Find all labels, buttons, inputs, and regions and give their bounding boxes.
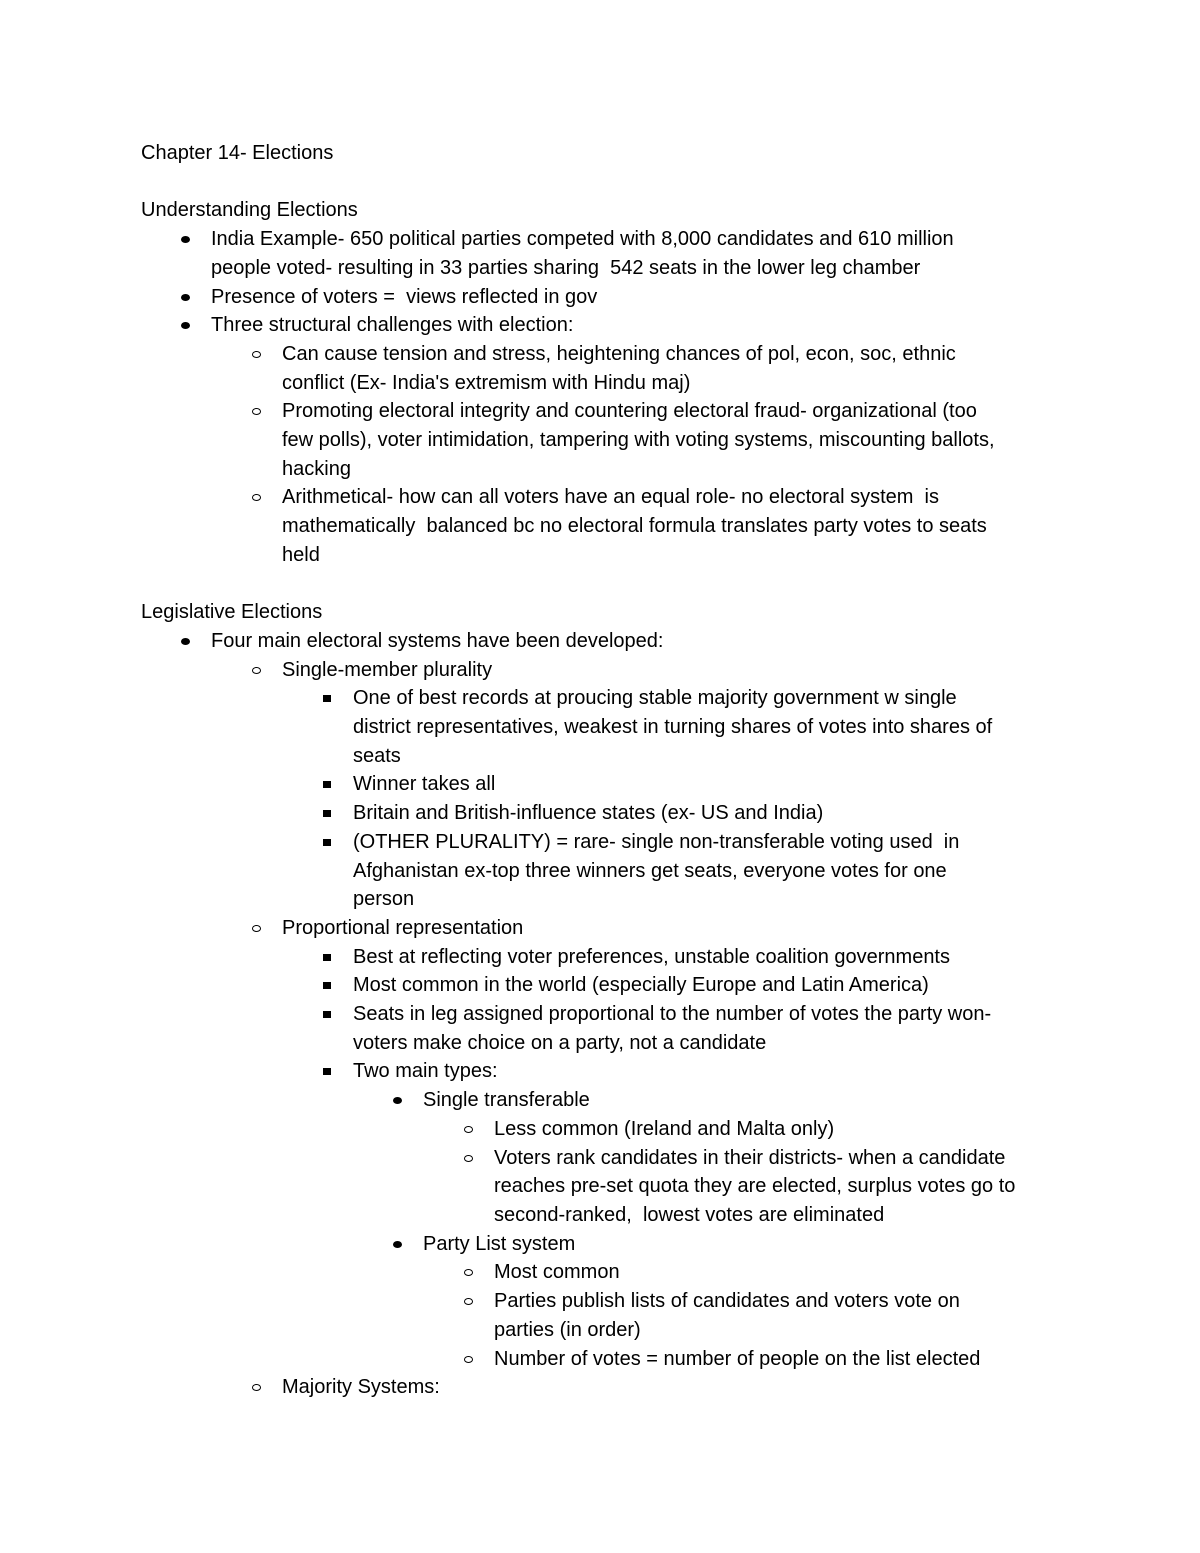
outline-item xyxy=(141,656,1081,685)
outline-item xyxy=(141,770,1081,799)
outline-item-text: Number of votes = number of people on the list elected xyxy=(494,1347,981,1370)
outline-item-continuation xyxy=(141,512,1081,541)
outline-item xyxy=(141,1144,1081,1230)
outline-item-text: Seats in leg assigned proportional to the number of votes the party won- xyxy=(353,1003,992,1026)
outline-item-text: conflict (Ex- India's extremism with Hindu maj) xyxy=(282,371,691,394)
section-outline-list xyxy=(141,225,1081,569)
document-sections xyxy=(141,168,1081,1402)
outline-item xyxy=(141,1345,1081,1374)
outline-item-text: Parties publish lists of candidates and voters vote on xyxy=(494,1290,960,1313)
outline-item-line xyxy=(141,1115,1081,1144)
outline-item xyxy=(141,311,1081,340)
outline-item-line xyxy=(141,943,1081,972)
outline-item xyxy=(141,1258,1081,1287)
blank-line xyxy=(141,168,1081,197)
outline-item-line xyxy=(141,1258,1081,1287)
outline-item xyxy=(141,914,1081,943)
outline-item-continuation xyxy=(141,426,1081,455)
outline-item-line xyxy=(141,1287,1081,1316)
outline-item-line xyxy=(141,656,1081,685)
outline-item-line xyxy=(141,971,1081,1000)
outline-item-text: Three structural challenges with election: xyxy=(211,314,574,337)
outline-item-line xyxy=(141,914,1081,943)
document-page xyxy=(141,139,1081,1402)
outline-item-text: Most common in the world (especially Europe and Latin America) xyxy=(353,974,929,997)
outline-item-continuation xyxy=(141,1316,1081,1345)
outline-item-line xyxy=(141,1230,1081,1259)
outline-item-text: Britain and British-influence states (ex- US and India) xyxy=(353,802,824,825)
outline-item xyxy=(141,828,1081,914)
outline-item-text: Promoting electoral integrity and countering electoral fraud- organizational (too xyxy=(282,400,977,423)
outline-item-text: Best at reflecting voter preferences, unstable coalition governments xyxy=(353,945,950,968)
outline-item-text: held xyxy=(282,543,320,566)
outline-item-line xyxy=(141,1000,1081,1029)
outline-item-line xyxy=(141,828,1081,857)
outline-item-text: Afghanistan ex-top three winners get seats, everyone votes for one xyxy=(353,859,947,882)
outline-item-text: Majority Systems: xyxy=(282,1376,440,1399)
outline-item xyxy=(141,397,1081,483)
outline-item-text: Party List system xyxy=(423,1232,576,1255)
outline-item-continuation xyxy=(141,369,1081,398)
outline-item-text: Winner takes all xyxy=(353,773,496,796)
outline-item xyxy=(141,1000,1081,1057)
section-heading: Legislative Elections xyxy=(141,601,323,624)
outline-item-line xyxy=(141,627,1081,656)
outline-item-text: seats xyxy=(353,744,401,767)
outline-item-text: Voters rank candidates in their districts- when a candidate xyxy=(494,1146,1006,1169)
outline-item-text: India Example- 650 political parties competed with 8,000 candidates and 610 million xyxy=(211,228,954,251)
outline-item-continuation xyxy=(141,857,1081,886)
section-heading: Understanding Elections xyxy=(141,199,358,222)
outline-item-text: Proportional representation xyxy=(282,916,524,939)
outline-item xyxy=(141,340,1081,397)
outline-item xyxy=(141,627,1081,656)
outline-item-text: reaches pre-set quota they are elected, surplus votes go to xyxy=(494,1175,1016,1198)
outline-item-continuation xyxy=(141,1029,1081,1058)
outline-item-continuation xyxy=(141,1201,1081,1230)
outline-item-continuation xyxy=(141,885,1081,914)
document-title: Chapter 14- Elections xyxy=(141,142,334,164)
outline-item-line xyxy=(141,340,1081,369)
outline-item-text: district representatives, weakest in turning shares of votes into shares of xyxy=(353,716,993,739)
outline-item xyxy=(141,1115,1081,1144)
outline-item-line xyxy=(141,1057,1081,1086)
outline-item-text: person xyxy=(353,888,415,911)
outline-item-text: Can cause tension and stress, heightening chances of pol, econ, soc, ethnic xyxy=(282,342,956,365)
outline-item-line xyxy=(141,1345,1081,1374)
outline-item-text: Arithmetical- how can all voters have an equal role- no electoral system is xyxy=(282,486,939,509)
outline-item-text: Two main types: xyxy=(353,1060,498,1083)
outline-item-continuation xyxy=(141,254,1081,283)
outline-item-line xyxy=(141,397,1081,426)
outline-item-text: Single-member plurality xyxy=(282,658,493,681)
outline-item-text: mathematically balanced bc no electoral formula translates party votes to seats xyxy=(282,515,987,538)
outline-item-continuation xyxy=(141,455,1081,484)
outline-item-continuation xyxy=(141,713,1081,742)
outline-item xyxy=(141,799,1081,828)
outline-item-text: Less common (Ireland and Malta only) xyxy=(494,1117,835,1140)
outline-item-line xyxy=(141,311,1081,340)
outline-item-text: hacking xyxy=(282,457,351,480)
outline-item xyxy=(141,1230,1081,1259)
outline-item-continuation xyxy=(141,541,1081,570)
outline-item-line xyxy=(141,770,1081,799)
outline-item-line xyxy=(141,1144,1081,1173)
outline-item-line xyxy=(141,225,1081,254)
outline-item xyxy=(141,1287,1081,1344)
outline-item-text: (OTHER PLURALITY) = rare- single non-transferable voting used in xyxy=(353,830,960,853)
outline-item-text: Most common xyxy=(494,1261,620,1284)
outline-item-text: people voted- resulting in 33 parties sharing 542 seats in the lower leg chamber xyxy=(211,256,921,279)
outline-item xyxy=(141,943,1081,972)
outline-item xyxy=(141,1373,1081,1402)
outline-item xyxy=(141,684,1081,770)
outline-item-line xyxy=(141,1086,1081,1115)
outline-item-continuation xyxy=(141,742,1081,771)
outline-item xyxy=(141,225,1081,282)
outline-item-line xyxy=(141,283,1081,312)
outline-item-text: Presence of voters = views reflected in gov xyxy=(211,285,598,308)
outline-item-text: second-ranked, lowest votes are eliminated xyxy=(494,1203,885,1226)
outline-item-line xyxy=(141,1373,1081,1402)
blank-line xyxy=(141,570,1081,599)
outline-item-line xyxy=(141,483,1081,512)
outline-item-text: Single transferable xyxy=(423,1089,590,1112)
outline-item xyxy=(141,483,1081,569)
outline-item xyxy=(141,971,1081,1000)
outline-item-text: few polls), voter intimidation, tampering with voting systems, miscounting ballots, xyxy=(282,429,995,452)
outline-item-continuation xyxy=(141,1172,1081,1201)
outline-item-text: One of best records at proucing stable majority government w single xyxy=(353,687,957,710)
outline-item-text: voters make choice on a party, not a candidate xyxy=(353,1031,767,1054)
outline-item-text: parties (in order) xyxy=(494,1318,641,1341)
outline-item xyxy=(141,1086,1081,1115)
outline-item-line xyxy=(141,799,1081,828)
outline-item-text: Four main electoral systems have been developed: xyxy=(211,629,664,652)
outline-item xyxy=(141,1057,1081,1086)
outline-item xyxy=(141,283,1081,312)
outline-item-line xyxy=(141,684,1081,713)
section-outline-list xyxy=(141,627,1081,1402)
